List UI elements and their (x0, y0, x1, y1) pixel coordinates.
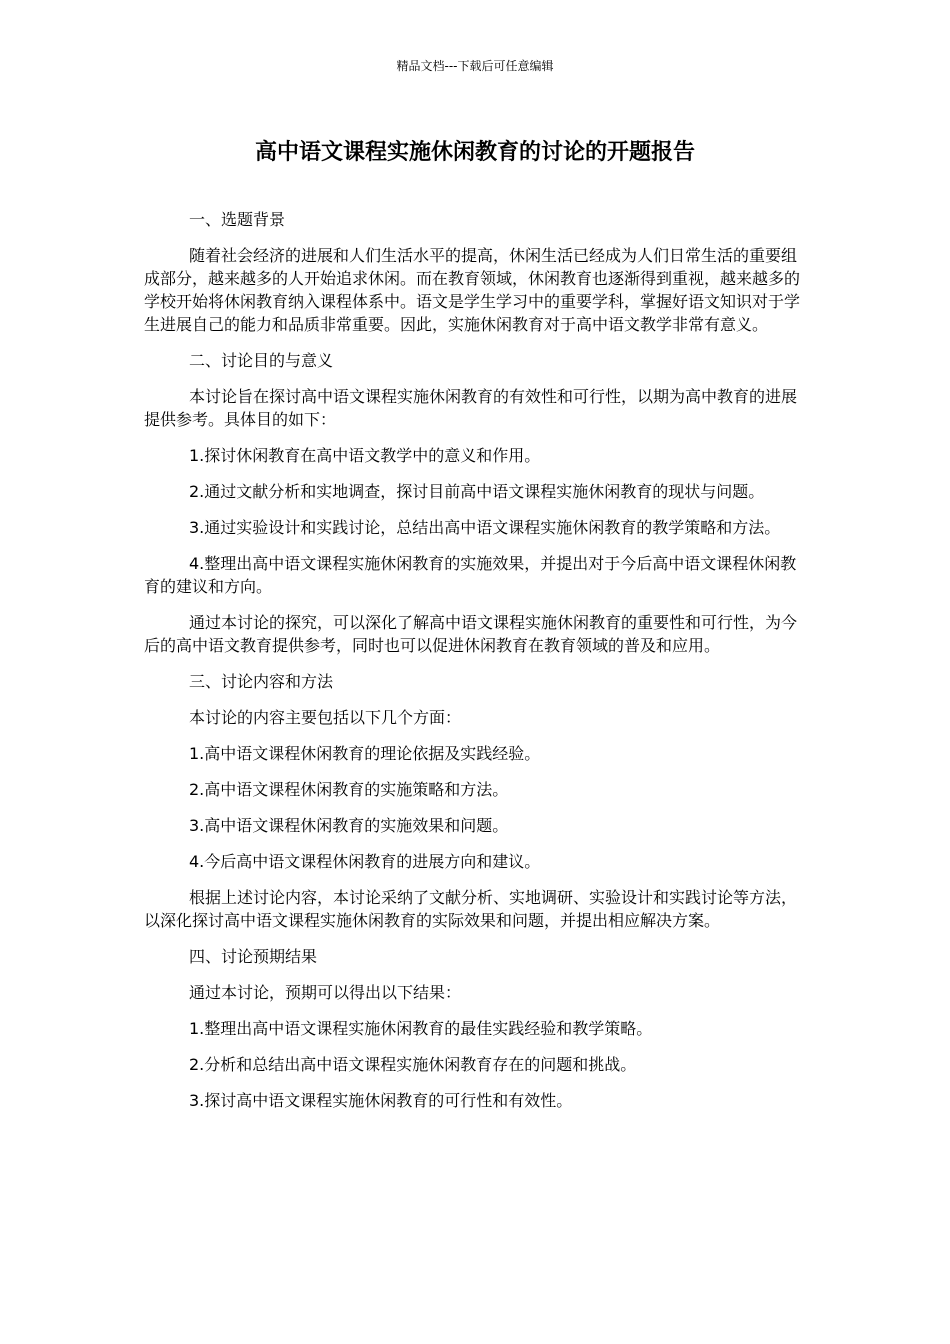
list-item-content-1: 1.高中语文课程休闲教育的理论依据及实践经验。 (189, 744, 541, 763)
paragraph-method: 根据上述讨论内容，本讨论采纳了文献分析、实地调研、实验设计和实践讨论等方法，以深化探讨高中语文课程实施休闲教育的实际效果和问题，并提出相应解决方案。 (144, 888, 798, 930)
section-heading-purpose: 二、讨论目的与意义 (189, 351, 334, 370)
list-item-content-4: 4.今后高中语文课程休闲教育的进展方向和建议。 (189, 852, 541, 871)
list-item-results-1: 1.整理出高中语文课程实施休闲教育的最佳实践经验和教学策略。 (189, 1019, 653, 1038)
list-item-content-2: 2.高中语文课程休闲教育的实施策略和方法。 (189, 780, 509, 799)
section-heading-results: 四、讨论预期结果 (189, 947, 318, 966)
list-item-purpose-4: 4.整理出高中语文课程实施休闲教育的实施效果，并提出对于今后高中语文课程休闲教育的建议和方向。 (144, 554, 797, 596)
list-item-content-3: 3.高中语文课程休闲教育的实施效果和问题。 (189, 816, 509, 835)
document-body (144, 208, 812, 1125)
section-heading-background: 一、选题背景 (189, 210, 286, 229)
paragraph-purpose-summary: 通过本讨论的探究，可以深化了解高中语文课程实施休闲教育的重要性和可行性，为今后的高中语文教育提供参考，同时也可以促进休闲教育在教育领域的普及和应用。 (144, 613, 798, 655)
paragraph-purpose-intro: 本讨论旨在探讨高中语文课程实施休闲教育的有效性和可行性，以期为高中教育的进展提供参考。具体目的如下： (144, 387, 798, 429)
paragraph-background: 随着社会经济的进展和人们生活水平的提高，休闲生活已经成为人们日常生活的重要组成部分，越来越多的人开始追求休闲。而在教育领域，休闲教育也逐渐得到重视，越来越多的学校开始将休闲教育纳入课程体系中。语文是学生学习中的重要学科，掌握好语文知识对于学生进展自己的能力和品质非常重要。因此，实施休闲教育对于高中语文教学非常有意义。 (144, 246, 801, 334)
list-item-results-2: 2.分析和总结出高中语文课程实施休闲教育存在的问题和挑战。 (189, 1055, 637, 1074)
paragraph-content-intro: 本讨论的内容主要包括以下几个方面： (189, 708, 462, 727)
header-note: 精品文档---下载后可任意编辑 (396, 59, 554, 73)
list-item-purpose-2: 2.通过文献分析和实地调查，探讨目前高中语文课程实施休闲教育的现状与问题。 (189, 482, 765, 501)
section-heading-content: 三、讨论内容和方法 (189, 672, 334, 691)
document-title: 高中语文课程实施休闲教育的讨论的开题报告 (254, 140, 695, 165)
paragraph-results-intro: 通过本讨论，预期可以得出以下结果： (189, 983, 462, 1002)
list-item-purpose-3: 3.通过实验设计和实践讨论，总结出高中语文课程实施休闲教育的教学策略和方法。 (189, 518, 781, 537)
list-item-results-3: 3.探讨高中语文课程实施休闲教育的可行性和有效性。 (189, 1091, 573, 1110)
list-item-purpose-1: 1.探讨休闲教育在高中语文教学中的意义和作用。 (189, 446, 541, 465)
